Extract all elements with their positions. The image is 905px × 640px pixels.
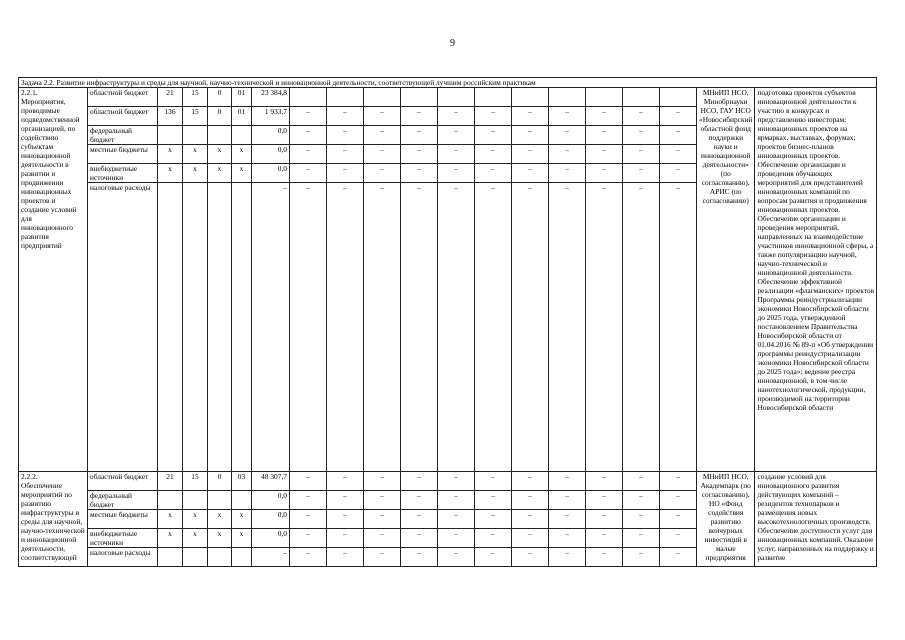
total-amount: 0,0 [252,126,290,145]
responsible-executor: МНиИП НСО, Минобрнауки НСО, ГАУ НСО «Новосибирский областной фонд поддержки науки и инновационной деятельности» (по согласованию), АРИС (по согласованию) [697,88,755,472]
measure-cell [19,88,88,472]
year-amount: – [438,491,475,510]
year-amount: – [401,529,438,548]
year-amount: – [475,472,512,491]
year-amount: – [438,510,475,529]
code-sub [183,548,208,567]
year-amount: – [438,472,475,491]
measure-cell [19,472,88,567]
year-amount: – [549,183,586,472]
expected-results: подготовка проектов субъектов инновационной деятельности к участию в конкурсах и представлению инвесторам; инновационных проектов на ярмарках, выставках, форумах; проектов бизнес-планов инновационных проектов. Обеспечение организации и проведения обучающих мероприятий для представителей инновационных компаний по вопросам развития и продвижения инновационных проектов. Обеспечение организации и проведения мероприятий, направленных на взаимодействие участников инновационной сферы, а также популяризацию научной, научно-технической и инновационной деятельности. Обеспечение эффективной реализации «флагманских» проектов Программы реиндустриализации экономики Новосибирской области до 2025 года, утвержденной постановлением Правительства Новосибирской области от 01.04.2016 № 89-п «Об утверждении программы реиндустриализации экономики Новосибирской области до 2025 года»; ведение реестра инновационной, в том числе нанотехнологической, продукции, производимой на территории Новосибирской области [755,88,877,472]
year-amount: – [475,107,512,126]
year-amount: – [327,529,364,548]
total-amount: 0,0 [252,510,290,529]
code-measure: х [232,145,252,164]
year-amount: – [660,491,697,510]
year-amount: – [438,183,475,472]
year-amount: – [401,164,438,183]
year-amount: – [327,183,364,472]
year-amount: – [549,529,586,548]
page-number: 9 [450,38,455,49]
year-amount: – [623,107,660,126]
year-amount: – [327,472,364,491]
funding-source: налоговые расходы [88,183,158,472]
year-amount: – [586,529,623,548]
year-amount: – [660,183,697,472]
year-amount: – [660,529,697,548]
year-amount: – [623,183,660,472]
code-measure [232,183,252,472]
total-amount: 0,0 [252,529,290,548]
year-amount: – [290,145,327,164]
code-gp: х [158,145,183,164]
year-amount: – [512,472,549,491]
year-amount: – [512,145,549,164]
year-amount: – [438,548,475,567]
year-amount: – [475,510,512,529]
year-amount: – [586,126,623,145]
year-amount: – [438,145,475,164]
code-type: х [208,510,232,529]
year-amount: – [327,548,364,567]
total-amount: – [252,548,290,567]
code-measure [232,126,252,145]
code-type: 0 [208,472,232,491]
year-amount: – [290,164,327,183]
year-amount: – [549,491,586,510]
year-amount: – [438,126,475,145]
code-sub [183,183,208,472]
responsible-executor: МНиИП НСО, Академпарк (по согласованию), НО «Фонд содействия развитию венчурных инвестиций в малые предприятия [697,472,755,567]
year-amount: – [549,164,586,183]
year-amount: – [586,510,623,529]
code-sub: х [183,145,208,164]
year-amount [327,88,364,107]
year-amount: – [549,510,586,529]
program-table [18,77,877,567]
code-sub: 15 [183,88,208,107]
code-measure: 03 [232,472,252,491]
code-gp: 21 [158,88,183,107]
code-measure: х [232,510,252,529]
year-amount: – [586,183,623,472]
year-amount: – [475,164,512,183]
funding-source: внебюджетные источники [88,164,158,183]
year-amount: – [623,529,660,548]
funding-source: областной бюджет [88,107,158,126]
code-type: х [208,145,232,164]
code-measure: х [232,164,252,183]
year-amount: – [438,529,475,548]
year-amount [660,88,697,107]
code-gp [158,548,183,567]
code-sub [183,491,208,510]
year-amount: – [438,107,475,126]
code-measure [232,548,252,567]
year-amount: – [364,472,401,491]
code-type [208,183,232,472]
year-amount: – [290,548,327,567]
year-amount: – [549,107,586,126]
year-amount: – [327,510,364,529]
year-amount: – [512,164,549,183]
year-amount: – [475,126,512,145]
year-amount: – [290,529,327,548]
year-amount: – [401,472,438,491]
year-amount [586,88,623,107]
code-type: 0 [208,107,232,126]
total-amount: 23 384,8 [252,88,290,107]
year-amount [364,88,401,107]
code-sub: х [183,164,208,183]
year-amount: – [475,529,512,548]
year-amount: – [327,491,364,510]
year-amount: – [364,107,401,126]
year-amount: – [401,491,438,510]
year-amount [512,88,549,107]
year-amount: – [290,472,327,491]
year-amount: – [475,183,512,472]
year-amount: – [364,145,401,164]
year-amount: – [549,126,586,145]
funding-source: областной бюджет [88,88,158,107]
year-amount: – [364,183,401,472]
expected-results: создание условий для инновационного развития действующих компаний – резидентов технопарков и размещения новых высокотехнологичных производств. Обеспечение доступности услуг для инновационных компаний. Оказание услуг, направленных на поддержку и развитие [755,472,877,567]
code-gp [158,183,183,472]
year-amount: – [623,126,660,145]
year-amount: – [512,529,549,548]
task-title: Задача 2.2. Развитие инфраструктуры и среды для научной, научно-технической и инновационной деятельности, соответствующей лучшим российским практикам [19,78,877,88]
year-amount: – [586,491,623,510]
funding-source: местные бюджеты [88,510,158,529]
funding-source: областной бюджет [88,472,158,491]
code-sub: 15 [183,472,208,491]
code-sub [183,126,208,145]
year-amount: – [290,510,327,529]
code-gp: х [158,164,183,183]
code-sub: х [183,529,208,548]
code-gp [158,126,183,145]
year-amount: – [586,107,623,126]
year-amount: – [401,145,438,164]
code-measure: 01 [232,88,252,107]
code-gp: х [158,529,183,548]
code-measure: 01 [232,107,252,126]
code-gp [158,491,183,510]
year-amount: – [660,472,697,491]
code-measure: х [232,529,252,548]
code-gp: 21 [158,472,183,491]
year-amount: – [660,126,697,145]
year-amount: – [623,510,660,529]
year-amount: – [549,145,586,164]
code-measure [232,491,252,510]
measure-name: Мероприятия, проводимые подведомственной организацией, по содействию субъектам инновационной деятельности в развитии и продвижении инновационных проектов и создание условий для инновационного развития предприятий [21,97,80,250]
year-amount: – [290,126,327,145]
total-amount: 0,0 [252,491,290,510]
code-gp: 136 [158,107,183,126]
year-amount: – [512,510,549,529]
year-amount: – [660,107,697,126]
year-amount: – [586,472,623,491]
year-amount: – [327,107,364,126]
year-amount: – [327,126,364,145]
code-gp: х [158,510,183,529]
year-amount: – [364,491,401,510]
table-row [19,472,877,491]
total-amount: 48 307,7 [252,472,290,491]
total-amount: 0,0 [252,164,290,183]
year-amount: – [586,548,623,567]
year-amount [549,88,586,107]
year-amount: – [290,107,327,126]
measure-id: 2.2.1. [21,88,38,97]
funding-source: местные бюджеты [88,145,158,164]
year-amount: – [364,126,401,145]
code-sub: х [183,510,208,529]
code-type: х [208,529,232,548]
year-amount: – [660,548,697,567]
year-amount: – [401,126,438,145]
year-amount [401,88,438,107]
table-row [19,88,877,107]
year-amount: – [623,472,660,491]
year-amount: – [327,164,364,183]
year-amount: – [512,107,549,126]
code-type [208,491,232,510]
year-amount: – [364,548,401,567]
funding-source: внебюджетные источники [88,529,158,548]
measure-id: 2.2.2. [21,472,38,481]
total-amount: – [252,183,290,472]
year-amount: – [401,107,438,126]
year-amount: – [475,548,512,567]
code-sub: 15 [183,107,208,126]
year-amount: – [660,510,697,529]
funding-source: налоговые расходы [88,548,158,567]
year-amount: – [512,183,549,472]
year-amount: – [623,164,660,183]
year-amount: – [660,164,697,183]
year-amount [475,88,512,107]
code-type: х [208,164,232,183]
year-amount: – [475,491,512,510]
year-amount: – [623,491,660,510]
year-amount [623,88,660,107]
year-amount: – [623,548,660,567]
year-amount: – [549,472,586,491]
year-amount: – [586,145,623,164]
year-amount: – [364,529,401,548]
year-amount: – [438,164,475,183]
year-amount: – [364,164,401,183]
year-amount: – [327,145,364,164]
funding-source: федеральный бюджет [88,491,158,510]
year-amount: – [364,510,401,529]
year-amount: – [623,145,660,164]
year-amount: – [401,548,438,567]
year-amount: – [290,491,327,510]
total-amount: 1 933,7 [252,107,290,126]
year-amount: – [290,183,327,472]
year-amount [290,88,327,107]
code-type [208,548,232,567]
measure-name: Обеспечение мероприятий по развитию инфраструктуры и среды для научной, научно-технической и инновационной деятельности, соответствующей [21,481,85,562]
funding-source: федеральный бюджет [88,126,158,145]
year-amount: – [512,491,549,510]
year-amount: – [512,126,549,145]
code-type [208,126,232,145]
total-amount: 0,0 [252,145,290,164]
year-amount: – [549,548,586,567]
year-amount: – [660,145,697,164]
year-amount: – [475,145,512,164]
code-type: 0 [208,88,232,107]
year-amount: – [401,183,438,472]
year-amount [438,88,475,107]
year-amount: – [512,548,549,567]
year-amount: – [401,510,438,529]
year-amount: – [586,164,623,183]
